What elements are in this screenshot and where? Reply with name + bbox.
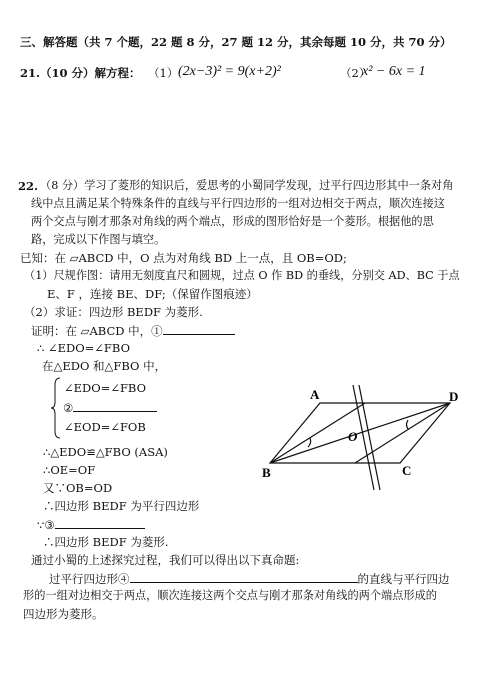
conclusion-line3: 四边形为菱形。 xyxy=(23,607,104,621)
q22-task2: （2）求证：四边形 BEDF 为菱形. xyxy=(24,305,203,319)
conclusion-line1 xyxy=(49,571,450,586)
blank-1[interactable] xyxy=(163,323,235,335)
system-eq2-label: ② xyxy=(63,401,74,415)
system-eq2 xyxy=(63,400,157,415)
diagonal-bd xyxy=(270,403,450,463)
step-congruent: ∴△EDO≌△FBO (ASA) xyxy=(43,445,168,459)
proof-start-text: 证明：在 ▱ABCD 中，① xyxy=(31,324,163,338)
step-oe-of: ∴OE=OF xyxy=(43,463,96,477)
q22-number: 22. xyxy=(18,179,39,193)
vertex-a-label: A xyxy=(310,387,320,402)
q22-given: 已知：在 ▱ABCD 中，O 点为对角线 BD 上一点，且 OB=OD; xyxy=(20,251,347,265)
step-parallelogram: ∴四边形 BEDF 为平行四边形 xyxy=(43,499,200,513)
q22-task1-line1: （1）尺规作图：请用无刻度直尺和圆规，过点 O 作 BD 的垂线，分别交 AD、BC 于点 xyxy=(24,269,460,282)
q21-part2-equation: x² − 6x = 1 xyxy=(362,64,426,79)
q22-intro-line4: 路，完成以下作图与填空。 xyxy=(31,233,166,246)
system-eq3: ∠EOD=∠FOB xyxy=(64,420,146,434)
step-triangles: 在△EDO 和△FBO 中， xyxy=(42,359,167,373)
q22-intro-line2: 线中点且满足某个特殊条件的直线与平行四边形的一组对边相交于两点，顺次连接这 xyxy=(31,197,445,210)
conclusion-intro: 通过小蜀的上述探究过程，我们可以得出以下真命题: xyxy=(31,553,300,567)
conclusion-line1-b: 的直线与平行四边 xyxy=(357,572,450,586)
blank-4[interactable] xyxy=(130,571,358,583)
arc-mark-right xyxy=(407,420,409,429)
step-angles: ∴ ∠EDO=∠FBO xyxy=(37,341,130,355)
perpendicular-line-2 xyxy=(359,385,380,490)
section-heading: 三、解答题（共 7 个题，22 题 8 分，27 题 12 分，其余每题 10 分，共 70 分） xyxy=(20,35,452,49)
vertex-c-label: C xyxy=(402,463,412,478)
blank-3[interactable] xyxy=(55,517,145,529)
step-rhombus: ∴四边形 BEDF 为菱形. xyxy=(43,535,169,549)
vertex-d-label: D xyxy=(449,389,459,404)
system-eq1: ∠EDO=∠FBO xyxy=(64,381,147,395)
q21-part1-equation: (2x−3)² = 9(x+2)² xyxy=(178,64,281,79)
q22-task1-line2: E、F ，连接 BE、DF;（保留作图痕迹） xyxy=(47,287,258,301)
q22-intro-line3: 两个交点与刚才那条对角线的两个端点，形成的图形恰好是一个菱形。根据他的思 xyxy=(31,215,434,228)
q21-part2-label: （2） xyxy=(340,66,371,80)
conclusion-line1-a: 过平行四边形④ xyxy=(49,572,130,586)
q21-part1-label: （1） xyxy=(148,66,179,80)
step-blank3 xyxy=(37,517,145,532)
q21-number: 21.（10 分）解方程： xyxy=(20,66,141,80)
step-ob-od: 又∵OB=OD xyxy=(43,481,113,495)
step-blank3-label: ∵③ xyxy=(37,518,55,532)
point-o-label: O xyxy=(348,429,358,444)
parallelogram-figure xyxy=(250,385,480,495)
proof-start xyxy=(31,323,235,338)
system-brace xyxy=(51,377,61,439)
conclusion-line2: 形的一组对边相交于两点，顺次连接这两个交点与刚才那条对角线的两个端点形成的 xyxy=(23,589,437,602)
q22-intro-line1: （8 分）学习了菱形的知识后，爱思考的小蜀同学发现，过平行四边形其中一条对角 xyxy=(40,179,454,192)
segment-df xyxy=(355,403,450,463)
blank-2[interactable] xyxy=(73,400,157,412)
vertex-b-label: B xyxy=(262,465,271,480)
